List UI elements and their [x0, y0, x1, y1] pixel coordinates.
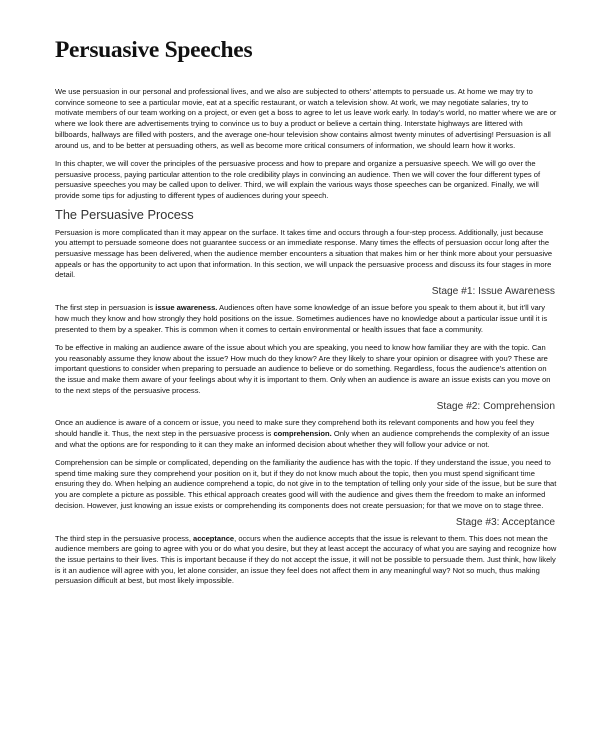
term-issue-awareness: issue awareness. [155, 303, 218, 313]
stage-3-paragraph-1: The third step in the persuasive process, acceptance, occurs when the audience accepts that the issue is relevant to them. This does not mean the audience members are going to agree with you or do what you desire, but they at least accept the accuracy of what you are saying and recognize how the issue pertains to their lives. This is important because if they do not accept the issue, it will not be possible to persuade them. Just think, how likely is it an audience will agree with you, let alone consider, an issue they feel does not affect them in any meaningful way? Not so much, thus making persuasion difficult at best, but most likely impossible. [55, 533, 557, 586]
stage-2-paragraph-2: Comprehension can be simple or complicated, depending on the familiarity the audience has with the topic. If they understand the issue, you need to spend time making sure they comprehend your position on it, but if they do not know much about the topic, then you must spend significant time ensuring they do. When helping an audience comprehend a topic, do not give in to the temptation of telling only your side of the issue, but be sure that you are complete a picture as possible. This ethical approach creates good will with the audience and gives them the freedom to make an informed decision. However, just knowing an issue exists or comprehending its components does not create persuasion; for that we move on to stage three. [55, 458, 557, 510]
stage-1-heading: Stage #1: Issue Awareness [431, 286, 555, 298]
term-acceptance: acceptance [193, 533, 235, 543]
intro-paragraph-2: In this chapter, we will cover the principles of the persuasive process and how to prepare and organize a persuasive speech. We will go over the persuasive process, paying particular attention to the role credibility plays in convincing an audience. Then we will cover the four different types of persuasive speeches you may be called upon to deliver. Third, we will explain the various ways those speeches can be organized. Finally, we will provide some tips for adjusting to different types of audiences during your speech. [55, 158, 541, 200]
term-comprehension: comprehension. [273, 429, 332, 439]
stage-2-paragraph-1: Once an audience is aware of a concern or issue, you need to make sure they comprehend both its relevant components and how you feel they should handle it. Thus, the next step in the persuasive process is comprehension. Only when an audience comprehends the complexity of an issue and what the options are for responding to it can they make an informed decision about whether they will follow your advice or not. [55, 418, 550, 449]
intro-paragraph-1: We use persuasion in our personal and professional lives, and we also are subjected to others’ attempts to persuade us. At home we may try to convince someone to see a particular movie, eat at a specific restaurant, or watch a television show. At work, we may negotiate salaries, try to motivate members of our team working on a project, or even get a boss to agree to let us leave work early. In today’s world, no matter where we are or where we look there are advertisements trying to convince us to buy a product or believe a certain thing. Interstate highways are littered with billboards, hallways are filled with posters, and the average one-hour television show contains almost twenty minutes of advertising! Persuasion is all around us, and to be better at persuading others, as well as become more critical consumers of information, we should learn how it works. [55, 87, 557, 150]
stage-1-paragraph-1: The first step in persuasion is issue awareness. Audiences often have some knowledge of an issue before you speak to them about it, but it’ll vary how much they know and how strongly they hold positions on the issue. Sometimes audiences have no knowledge about a particular issue until it is presented to them by a speaker. This is common when it comes to certain environmental or health issues that face a community. [55, 303, 548, 334]
page-title: Persuasive Speeches [55, 37, 253, 63]
stage-2-heading: Stage #2: Comprehension [436, 401, 555, 413]
stage-1-paragraph-2: To be effective in making an audience aware of the issue about which you are speaking, you need to know how familiar they are with the topic. Can you reasonably assume they know about the issue? How much do they know? Are they likely to share your opinion or disagree with you? These are important questions to consider when preparing to persuade an audience to believe or do something. Regardless, focus the audience’s attention on the issue and make them aware of your feelings about why it is important to them. Only when an audience is aware an issue exists can you move on to the next steps of the persuasive process. [55, 342, 551, 395]
document-body [55, 87, 557, 587]
stage-3-heading: Stage #3: Acceptance [455, 516, 555, 528]
process-paragraph-1: Persuasion is more complicated than it may appear on the surface. It takes time and occurs through a four-step process. Additionally, just because you attempt to persuade someone does not guarantee success or an immediate response. Many times the effects of persuasion occur long after the persuasive message has been delivered, when the audience member encounters a situation that makes him or her think more about your persuasive appeals or has the opportunity to act upon that information. In this section, we will unpack the persuasive process and discuss its four stages in more detail. [55, 227, 553, 280]
section-heading-persuasive-process: The Persuasive Process [55, 206, 194, 222]
